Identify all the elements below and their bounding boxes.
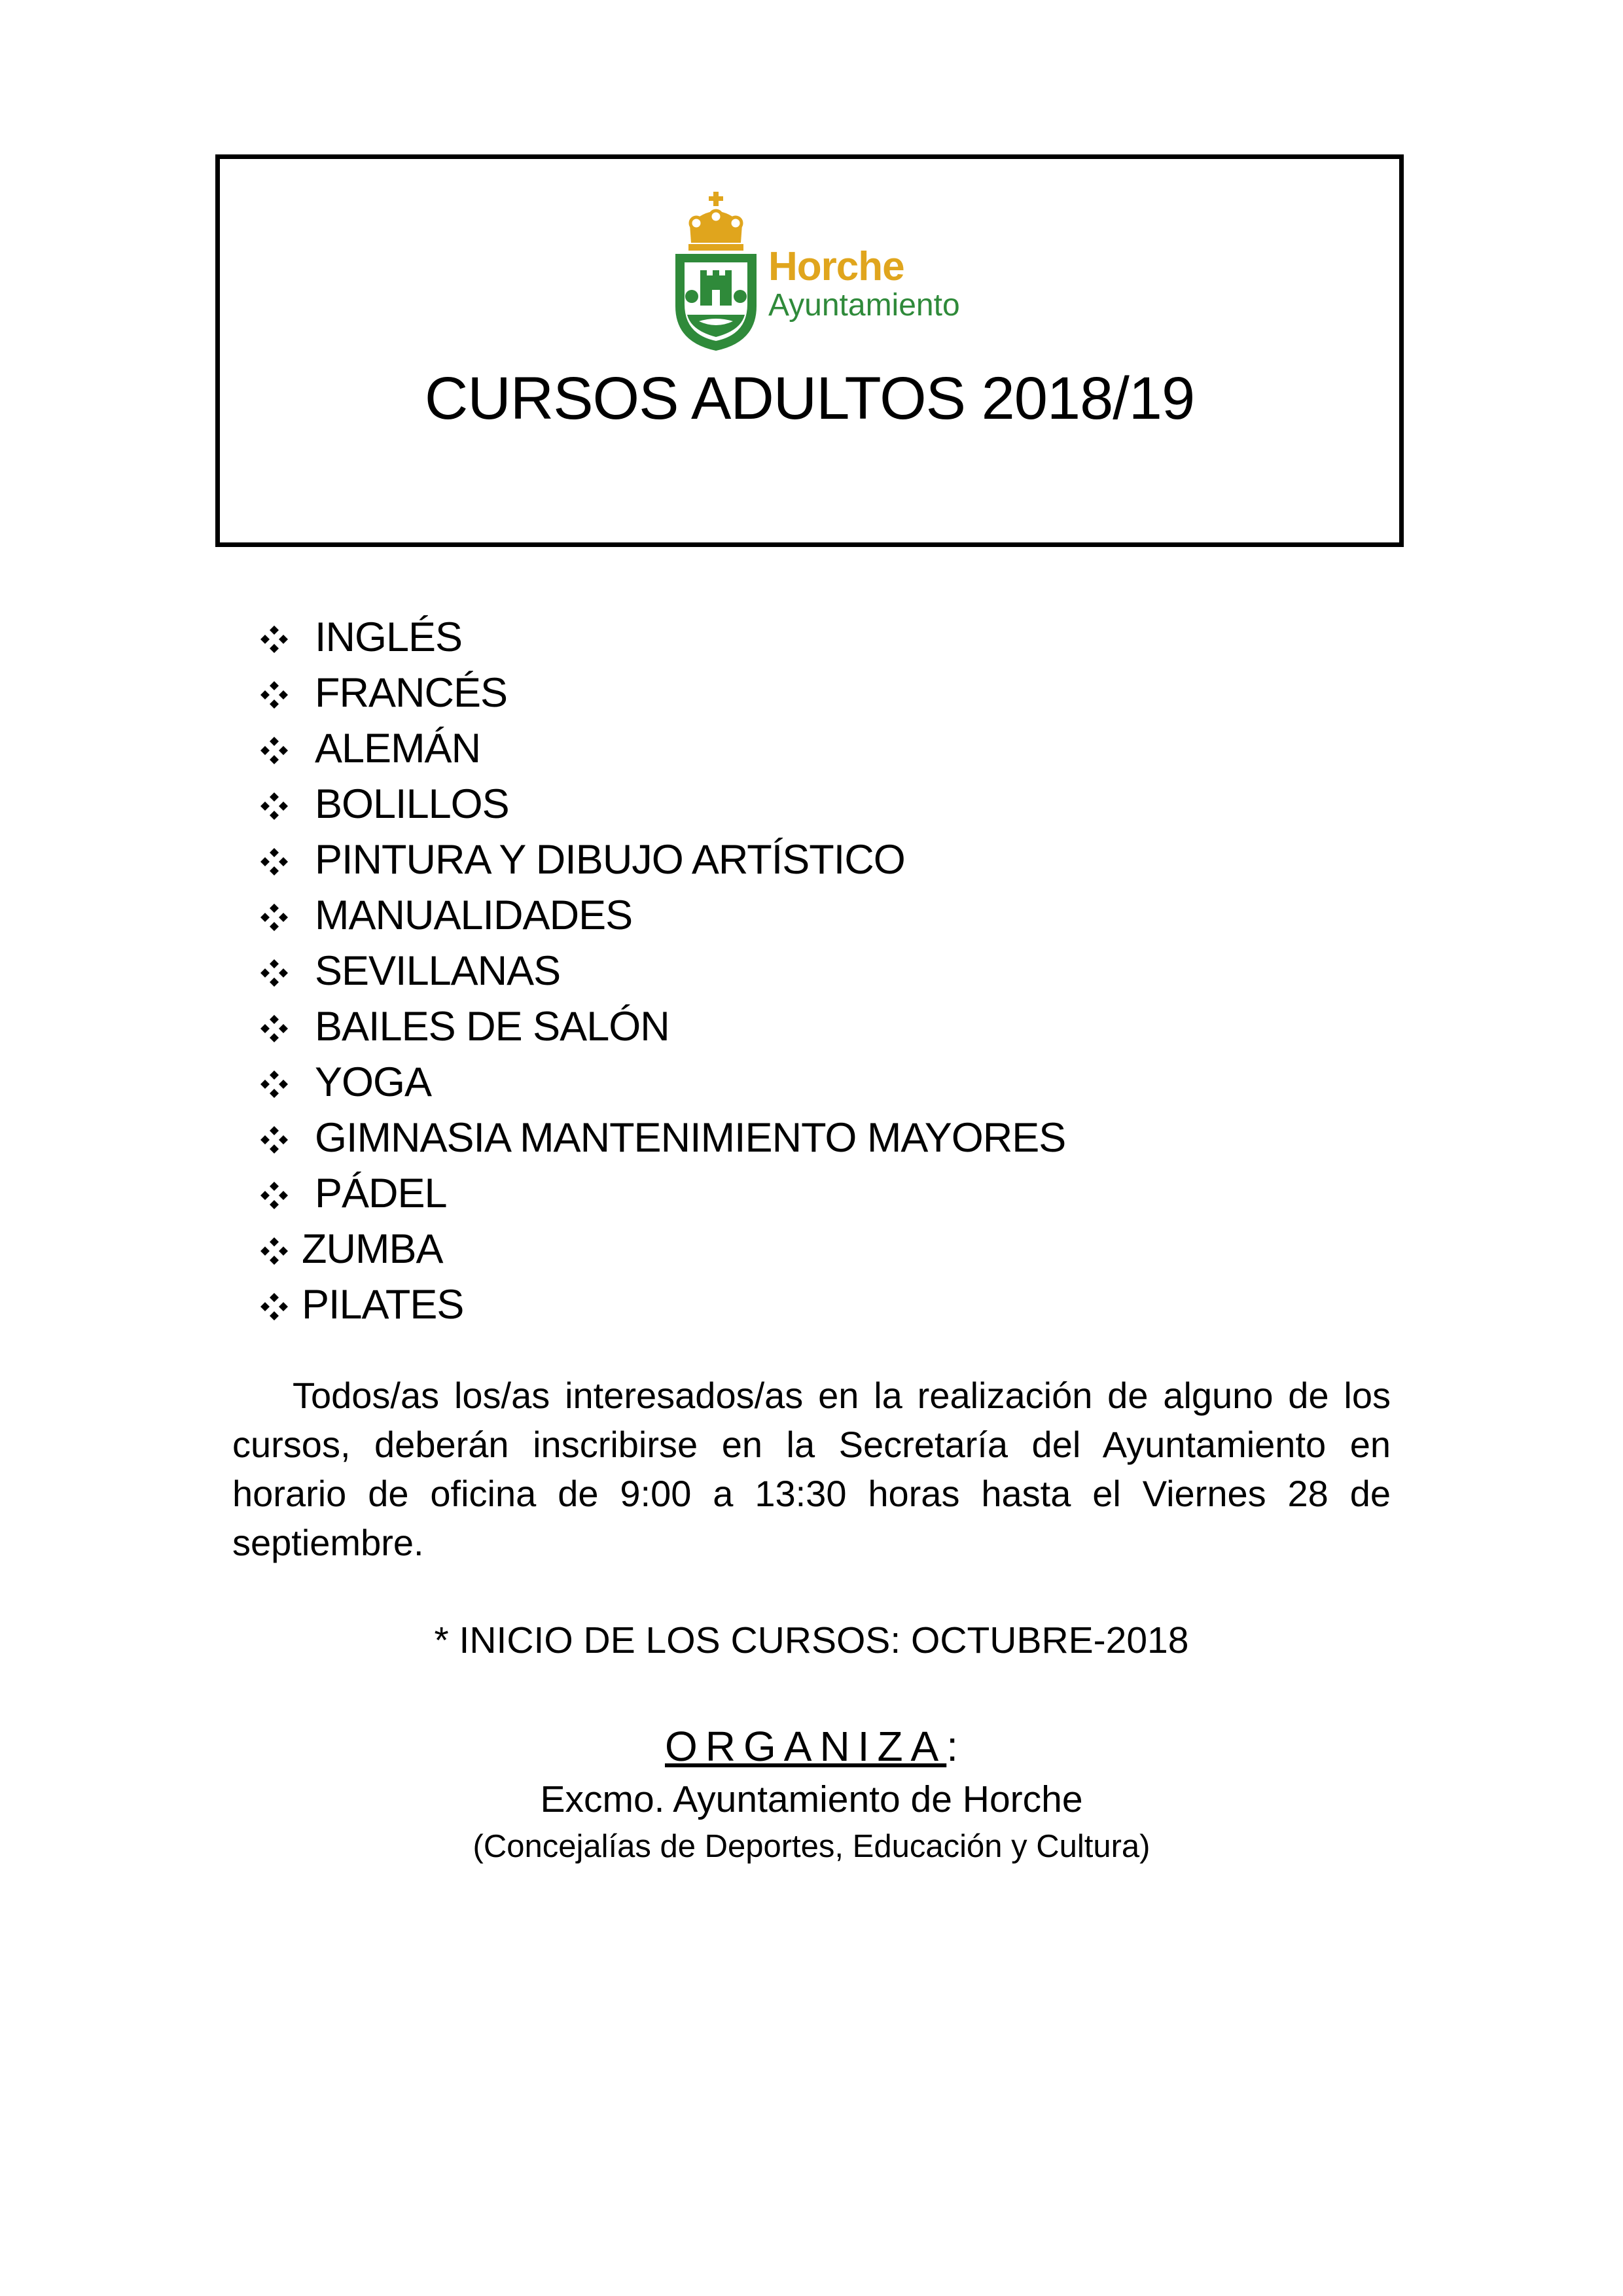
course-item-bailes-de-salon (259, 999, 1065, 1055)
course-item-aleman (259, 721, 1065, 777)
course-label: PINTURA Y DIBUJO ARTÍSTICO (315, 837, 905, 883)
course-label: PILATES (302, 1282, 464, 1328)
course-item-gimnasia (259, 1110, 1065, 1166)
course-list (259, 610, 1065, 1333)
four-diamond-bullet-icon (259, 624, 290, 655)
header-box (215, 154, 1404, 547)
four-diamond-bullet-icon (259, 1124, 290, 1156)
enrollment-text: Todos/as los/as interesados/as en la realización de alguno de los cursos, deberán inscribirse en la Secretaría del Ayuntamiento en horario de oficina de 9:00 a 13:30 horas hasta el Viernes 28 de septiembre. (232, 1375, 1391, 1563)
organizer-departments: (Concejalías de Deportes, Educación y Cultura) (473, 1829, 1150, 1864)
course-item-yoga (259, 1055, 1065, 1110)
enrollment-paragraph (232, 1371, 1391, 1567)
course-item-ingles (259, 610, 1065, 665)
course-label: ZUMBA (302, 1226, 443, 1272)
course-item-pilates (259, 1277, 1065, 1333)
course-item-manualidades (259, 888, 1065, 944)
course-item-frances (259, 665, 1065, 721)
four-diamond-bullet-icon (259, 1069, 290, 1100)
course-label: ALEMÁN (315, 726, 481, 771)
course-item-padel (259, 1166, 1065, 1222)
course-label: SEVILLANAS (315, 948, 561, 994)
course-label: FRANCÉS (315, 670, 508, 716)
logo-subtitle: Ayuntamiento (768, 288, 960, 323)
four-diamond-bullet-icon (259, 1180, 290, 1211)
course-item-sevillanas (259, 944, 1065, 999)
course-label: INGLÉS (315, 614, 463, 660)
four-diamond-bullet-icon (259, 957, 290, 989)
page-title: CURSOS ADULTOS 2018/19 (424, 365, 1195, 432)
four-diamond-bullet-icon (259, 1291, 290, 1322)
four-diamond-bullet-icon (259, 790, 290, 822)
course-label: MANUALIDADES (315, 892, 633, 938)
course-item-bolillos (259, 777, 1065, 832)
course-label: YOGA (315, 1059, 432, 1105)
four-diamond-bullet-icon (259, 846, 290, 877)
course-label: GIMNASIA MANTENIMIENTO MAYORES (315, 1115, 1066, 1161)
course-label: BOLILLOS (315, 781, 509, 827)
horche-coat-of-arms-icon (670, 192, 762, 352)
organizer-heading (0, 1722, 1623, 1771)
course-start-note: * INICIO DE LOS CURSOS: OCTUBRE-2018 (434, 1619, 1189, 1661)
organizer-heading-colon: : (946, 1723, 959, 1770)
four-diamond-bullet-icon (259, 1235, 290, 1267)
four-diamond-bullet-icon (259, 1013, 290, 1044)
course-item-zumba (259, 1222, 1065, 1277)
course-item-pintura (259, 832, 1065, 888)
four-diamond-bullet-icon (259, 902, 290, 933)
logo-title: Horche (768, 244, 904, 289)
four-diamond-bullet-icon (259, 735, 290, 766)
course-label: BAILES DE SALÓN (315, 1004, 669, 1050)
organizer-name: Excmo. Ayuntamiento de Horche (540, 1778, 1083, 1820)
four-diamond-bullet-icon (259, 679, 290, 711)
ayuntamiento-logo (670, 192, 1010, 352)
course-label: PÁDEL (315, 1171, 447, 1216)
organizer-heading-label: ORGANIZA (664, 1723, 947, 1770)
